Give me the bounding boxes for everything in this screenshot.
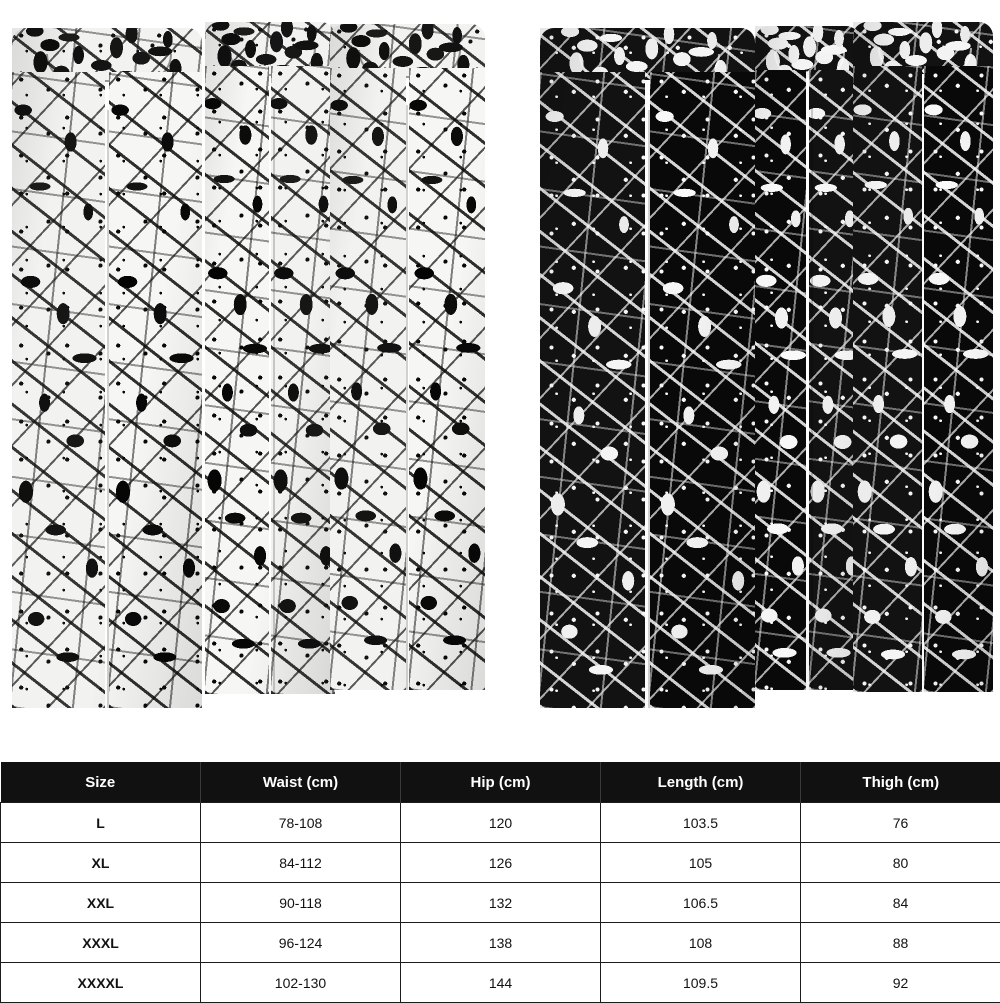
- size-chart-header: [1, 762, 1000, 803]
- cell-length: 108: [601, 923, 801, 963]
- table-row: [1, 883, 1000, 923]
- left-leg: [330, 68, 406, 690]
- leg-pair: [540, 72, 755, 708]
- size-chart-body: [1, 803, 1000, 1003]
- size-chart: [0, 762, 1000, 1003]
- cell-length: 106.5: [601, 883, 801, 923]
- cell-thigh: 84: [801, 883, 1000, 923]
- center-crease: [648, 110, 650, 708]
- cell-hip: 138: [401, 923, 601, 963]
- cell-length: 105: [601, 843, 801, 883]
- cell-waist: 102-130: [201, 963, 401, 1003]
- left-leg: [12, 72, 105, 708]
- cell-waist: 84-112: [201, 843, 401, 883]
- cell-hip: 132: [401, 883, 601, 923]
- white-graffiti-wide-leg-pants-back: [330, 24, 485, 690]
- right-leg: [109, 72, 202, 708]
- left-leg: [540, 72, 645, 708]
- column-header-hip: Hip (cm): [401, 762, 601, 803]
- leg-pair: [205, 66, 335, 694]
- black-graffiti-wide-leg-pants-front: [540, 28, 755, 708]
- cell-size: L: [1, 803, 201, 843]
- cell-waist: 90-118: [201, 883, 401, 923]
- colorway-group-black-graffiti-print: [505, 0, 1000, 720]
- right-leg: [650, 72, 755, 708]
- cell-hip: 120: [401, 803, 601, 843]
- left-leg: [755, 70, 806, 690]
- cell-hip: 144: [401, 963, 601, 1003]
- cell-length: 103.5: [601, 803, 801, 843]
- cell-thigh: 76: [801, 803, 1000, 843]
- left-leg: [853, 66, 922, 692]
- table-row: [1, 803, 1000, 843]
- table-header-row: [1, 762, 1000, 803]
- table-row: [1, 963, 1000, 1003]
- cell-thigh: 80: [801, 843, 1000, 883]
- table-row: [1, 923, 1000, 963]
- black-graffiti-wide-leg-pants-back: [853, 22, 993, 692]
- leg-pair: [755, 70, 860, 690]
- center-crease: [107, 110, 109, 708]
- cell-length: 109.5: [601, 963, 801, 1003]
- center-crease: [920, 104, 922, 692]
- leg-pair: [853, 66, 993, 692]
- leg-pair: [12, 72, 202, 708]
- cell-size: XXL: [1, 883, 201, 923]
- white-graffiti-wide-leg-pants-front: [12, 28, 202, 708]
- center-crease: [406, 105, 408, 690]
- right-leg: [409, 68, 485, 690]
- black-graffiti-wide-leg-pants-side: [755, 26, 860, 690]
- center-crease: [273, 104, 275, 694]
- leg-pair: [330, 68, 485, 690]
- cell-size: XXXL: [1, 923, 201, 963]
- column-header-thigh: Thigh (cm): [801, 762, 1000, 803]
- right-leg: [924, 66, 993, 692]
- column-header-waist: Waist (cm): [201, 762, 401, 803]
- cell-waist: 96-124: [201, 923, 401, 963]
- center-crease: [811, 107, 813, 690]
- table-row: [1, 843, 1000, 883]
- left-leg: [205, 66, 269, 694]
- cell-waist: 78-108: [201, 803, 401, 843]
- colorway-group-white-graffiti-print: [0, 0, 500, 720]
- white-graffiti-wide-leg-pants-side: [205, 22, 335, 694]
- right-leg: [271, 66, 335, 694]
- column-header-length: Length (cm): [601, 762, 801, 803]
- cell-size: XXXXL: [1, 963, 201, 1003]
- column-header-size: Size: [1, 762, 201, 803]
- cell-thigh: 88: [801, 923, 1000, 963]
- cell-thigh: 92: [801, 963, 1000, 1003]
- cell-hip: 126: [401, 843, 601, 883]
- size-chart-table: [0, 762, 1000, 1003]
- cell-size: XL: [1, 843, 201, 883]
